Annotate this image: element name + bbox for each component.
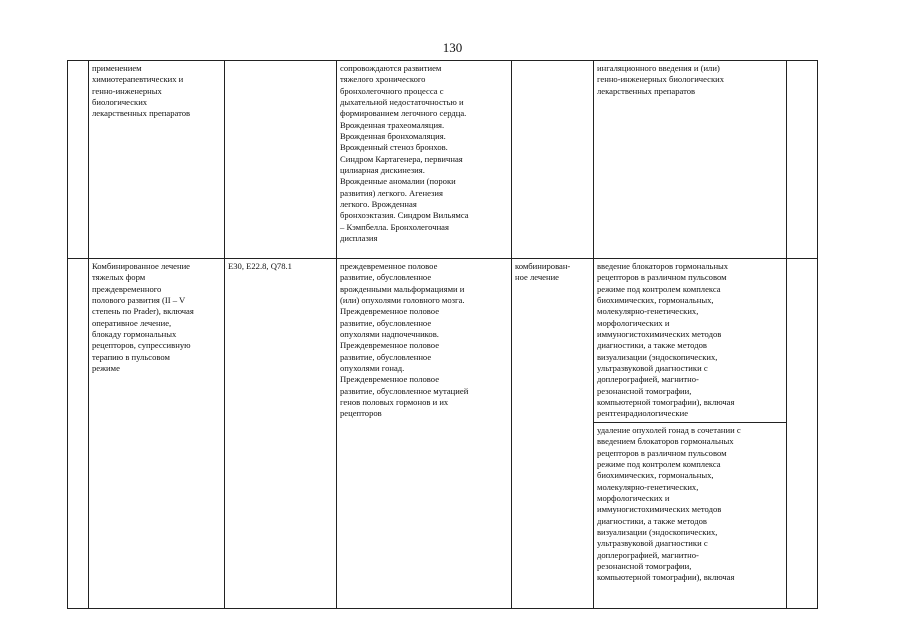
treatment-name-cell: применением химиотерапевтических и генно-инженерных биологических лекарственных препаратов [89, 61, 225, 259]
table-row [68, 259, 818, 609]
row-number-cell [68, 259, 89, 609]
treatment-name-cell: Комбинированное лечение тяжелых форм преждевременного полового развития (II – V степень по Prader), включая оперативное лечение, блокаду гормональных рецепторов, супрессивную терапию в пульсовом режиме [89, 259, 225, 609]
medical-care-table [67, 60, 818, 609]
table-row [68, 61, 818, 259]
icd-code-cell: E30, E22.8, Q78.1 [225, 259, 337, 609]
cost-cell [787, 61, 818, 259]
treatment-method-cell: ингаляционного введения и (или) генно-инженерных биологических лекарственных препаратов [594, 61, 787, 259]
treatment-type-cell [512, 61, 594, 259]
treatment-method-cell [594, 259, 787, 609]
diagnosis-cell: сопровождаются развитием тяжелого хронического бронхолегочного процесса с дыхательной недостаточностью и формированием легочного сердца. Врожденная трахеомаляция. Врожденная бронхомаляция. Врожденный стеноз бронхов. Синдром Картагенера, первичная цилиарная дискинезия. Врожденные аномалии (пороки развития) легкого. Агенезия легкого. Врожденная бронхоэктазия. Синдром Вильямса – Кэмпбелла. Бронхолегочная дисплазия [337, 61, 512, 259]
treatment-method-option-2: удаление опухолей гонад в сочетании с введением блокаторов гормональных рецепторов в различном пульсовом режиме под контролем комплекса биохимических, гормональных, молекулярно-генетических, морфологических и иммуногистохимических методов диагностики, а также методов визуализации (эндоскопических, ультразвуковой диагностики с доплерографией, магнитно- резонансной томографии, компьютерной томографии), включая [597, 424, 741, 583]
diagnosis-cell: преждевременное половое развитие, обусловленное врожденными мальформациями и (или) опухолями головного мозга. Преждевременное половое развитие, обусловленное опухолями надпочечников. Преждевременное половое развитие, обусловленное опухолями гонад. Преждевременное половое развитие, обусловленное мутацией генов половых гормонов и их рецепторов [337, 259, 512, 609]
row-number-cell [68, 61, 89, 259]
cost-cell [787, 259, 818, 609]
page-number: 130 [442, 40, 463, 55]
icd-code-cell [225, 61, 337, 259]
treatment-method-option-1: введение блокаторов гормональных рецепторов в различном пульсовом режиме под контролем комплекса биохимических, гормональных, молекулярно-генетических, морфологических и иммуногистохимических методов диагностики, а также методов визуализации (эндоскопических, ультразвуковой диагностики с доплерографией, магнитно- резонансной томографии, компьютерной томографии), включая рентгенрадиологические [594, 259, 786, 423]
treatment-type-cell: комбинирован- ное лечение [512, 259, 594, 609]
